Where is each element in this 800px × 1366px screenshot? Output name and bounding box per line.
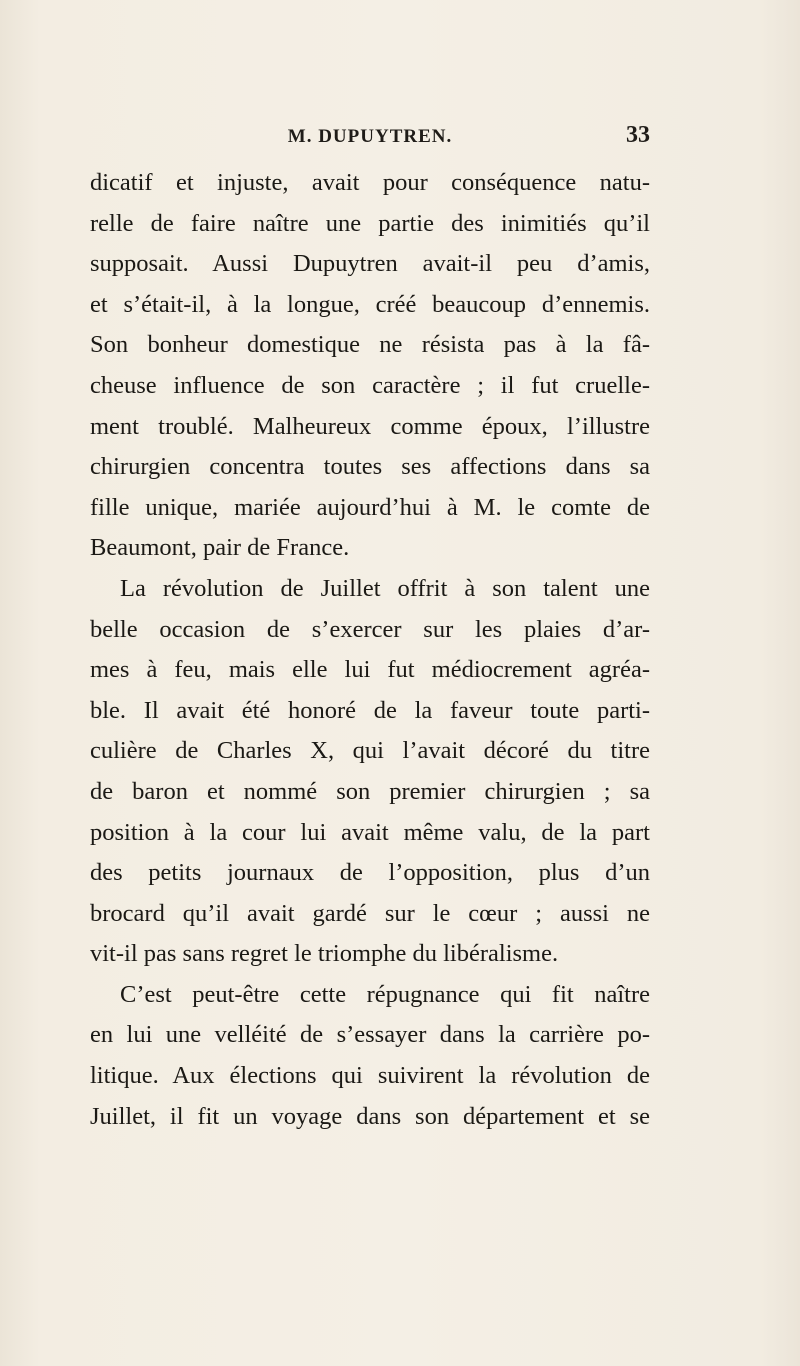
text-line: brocard qu’il avait gardé sur le cœur ; aussi ne <box>90 899 650 927</box>
running-head <box>90 122 650 154</box>
text-line: culière de Charles X, qui l’avait décoré du titre <box>90 737 650 765</box>
text-line: mes à feu, mais elle lui fut médiocrement agréa- <box>90 656 650 684</box>
text-line: litique. Aux élections qui suivirent la révolution de <box>90 1062 650 1090</box>
text-line: ment troublé. Malheureux comme époux, l’illustre <box>90 412 650 440</box>
text-line: La révolution de Juillet offrit à son talent une <box>120 574 650 602</box>
text-line: supposait. Aussi Dupuytren avait-il peu d’amis, <box>90 250 650 278</box>
text-line: Beaumont, pair de France. <box>90 534 350 562</box>
text-line: dicatif et injuste, avait pour conséquence natu- <box>90 169 650 196</box>
text-line: cheuse influence de son caractère ; il fut cruelle- <box>90 371 650 399</box>
text-line: de baron et nommé son premier chirurgien ; sa <box>90 777 650 805</box>
text-line: en lui une velléité de s’essayer dans la carrière po- <box>90 1021 650 1049</box>
text-line: ble. Il avait été honoré de la faveur toute parti- <box>90 696 650 724</box>
text-line: belle occasion de s’exercer sur les plaies d’ar- <box>90 615 650 643</box>
text-line: des petits journaux de l’opposition, plus d’un <box>90 859 650 887</box>
text-line: chirurgien concentra toutes ses affections dans sa <box>90 453 650 481</box>
text-line: fille unique, mariée aujourd’hui à M. le comte de <box>90 493 650 521</box>
text-line: Juillet, il fit un voyage dans son département et se <box>90 1102 650 1130</box>
running-title: M. DUPUYTREN. <box>287 126 453 147</box>
body-text <box>90 163 650 1137</box>
text-line: et s’était-il, à la longue, créé beaucoup d’ennemis. <box>90 290 650 318</box>
text-line: C’est peut-être cette répugnance qui fit naître <box>120 980 650 1008</box>
text-line: Son bonheur domestique ne résista pas à la fâ- <box>90 331 650 359</box>
text-line: relle de faire naître une partie des inimitiés qu’il <box>90 209 650 237</box>
text-line: position à la cour lui avait même valu, de la part <box>90 818 650 846</box>
text-line: vit-il pas sans regret le triomphe du libéralisme. <box>90 940 559 968</box>
page-number: 33 <box>626 122 650 148</box>
